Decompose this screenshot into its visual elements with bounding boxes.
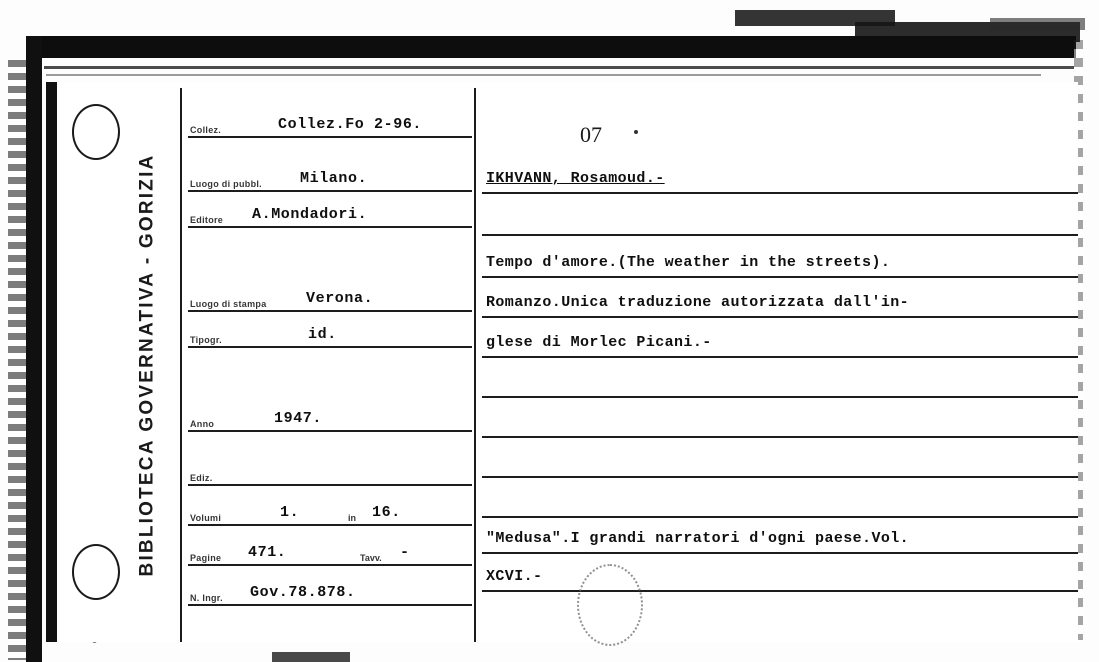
field-value-editore: A.Mondadori. xyxy=(252,206,368,223)
field-rule xyxy=(188,190,472,192)
entry-rule xyxy=(482,316,1078,318)
field-luogo-stampa xyxy=(188,278,472,312)
punch-hole-bottom xyxy=(72,544,120,600)
entry-note-line-1: Romanzo.Unica traduzione autorizzata dall'in- xyxy=(486,294,910,311)
entry-rule xyxy=(482,192,1078,194)
field-value-tipografo: id. xyxy=(308,326,337,343)
field-value-numero-ingresso: Gov.78.878. xyxy=(250,584,356,601)
entry-title: Tempo d'amore.(The weather in the streets). xyxy=(486,254,891,271)
field-anno xyxy=(188,398,472,432)
field-label-anno: Anno xyxy=(190,419,215,429)
card-top-border xyxy=(44,66,1074,69)
field-rule xyxy=(188,524,472,526)
field-label-formato: in xyxy=(348,513,356,523)
field-value-luogo-pubblicazione: Milano. xyxy=(300,170,368,187)
field-label-tipografo: Tipogr. xyxy=(190,335,222,345)
field-luogo-pubblicazione xyxy=(188,158,472,192)
field-label-volumi: Volumi xyxy=(190,513,222,523)
field-rule xyxy=(188,310,472,312)
entry-rule xyxy=(482,590,1078,592)
entry-column xyxy=(482,82,1078,642)
scan-artifact-bottom xyxy=(272,652,350,662)
field-rule xyxy=(188,564,472,566)
field-value-anno: 1947. xyxy=(274,410,323,427)
field-edizione xyxy=(188,452,472,486)
column-divider-left xyxy=(180,88,182,642)
handwritten-mark: 07 xyxy=(580,122,602,147)
entry-rule xyxy=(482,234,1078,236)
field-label-collezione: Collez. xyxy=(190,125,222,135)
field-label-luogo-stampa: Luogo di stampa xyxy=(190,299,267,309)
field-rule xyxy=(188,346,472,348)
ink-dot xyxy=(634,130,638,134)
field-label-edizione: Ediz. xyxy=(190,473,213,483)
field-rule xyxy=(188,226,472,228)
card-top-border-secondary xyxy=(46,74,1041,76)
field-value-volumi: 1. xyxy=(280,504,300,521)
field-rule xyxy=(188,430,472,432)
field-volumi xyxy=(188,492,472,526)
field-rule xyxy=(188,136,472,138)
field-value-formato: 16. xyxy=(372,504,401,521)
field-column xyxy=(188,82,472,642)
library-name-text: BIBLIOTECA GOVERNATIVA - GORIZIA xyxy=(136,153,158,577)
entry-rule xyxy=(482,356,1078,358)
field-tipografo xyxy=(188,314,472,348)
entry-series-line-2: XCVI.- xyxy=(486,568,543,585)
field-rule xyxy=(188,484,472,486)
field-value-luogo-stampa: Verona. xyxy=(306,290,374,307)
binder-strip xyxy=(46,82,57,642)
entry-author: IKHVANN, Rosamoud.- xyxy=(486,170,665,187)
field-rule xyxy=(188,604,472,606)
field-editore xyxy=(188,194,472,228)
field-numero-ingresso xyxy=(188,572,472,606)
scan-edge-left xyxy=(26,36,42,662)
scan-edge-top xyxy=(36,36,1076,58)
field-label-editore: Editore xyxy=(190,215,224,225)
pencil-circle-mark xyxy=(577,564,643,646)
field-value-pagine: 471. xyxy=(248,544,287,561)
entry-rule xyxy=(482,436,1078,438)
field-label-luogo-pubblicazione: Luogo di pubbl. xyxy=(190,179,262,189)
catalog-card xyxy=(46,82,1078,642)
field-label-numero-ingresso: N. Ingr. xyxy=(190,593,223,603)
field-collezione xyxy=(188,104,472,138)
scan-artifact-top-corner xyxy=(990,18,1085,30)
entry-rule xyxy=(482,276,1078,278)
field-value-tavole: - xyxy=(400,544,410,561)
entry-rule xyxy=(482,516,1078,518)
field-value-collezione: Collez.Fo 2-96. xyxy=(278,116,423,133)
column-divider-right xyxy=(474,88,476,642)
entry-rule xyxy=(482,552,1078,554)
entry-series-line-1: "Medusa".I grandi narratori d'ogni paese.Vol. xyxy=(486,530,910,547)
entry-rule xyxy=(482,396,1078,398)
library-name-vertical xyxy=(130,130,164,600)
punch-hole-top xyxy=(72,104,120,160)
field-pagine xyxy=(188,532,472,566)
field-label-pagine: Pagine xyxy=(190,553,222,563)
entry-rule xyxy=(482,476,1078,478)
entry-note-line-2: glese di Morlec Picani.- xyxy=(486,334,712,351)
scan-noise-left xyxy=(8,60,26,660)
field-label-tavole: Tavv. xyxy=(360,553,382,563)
